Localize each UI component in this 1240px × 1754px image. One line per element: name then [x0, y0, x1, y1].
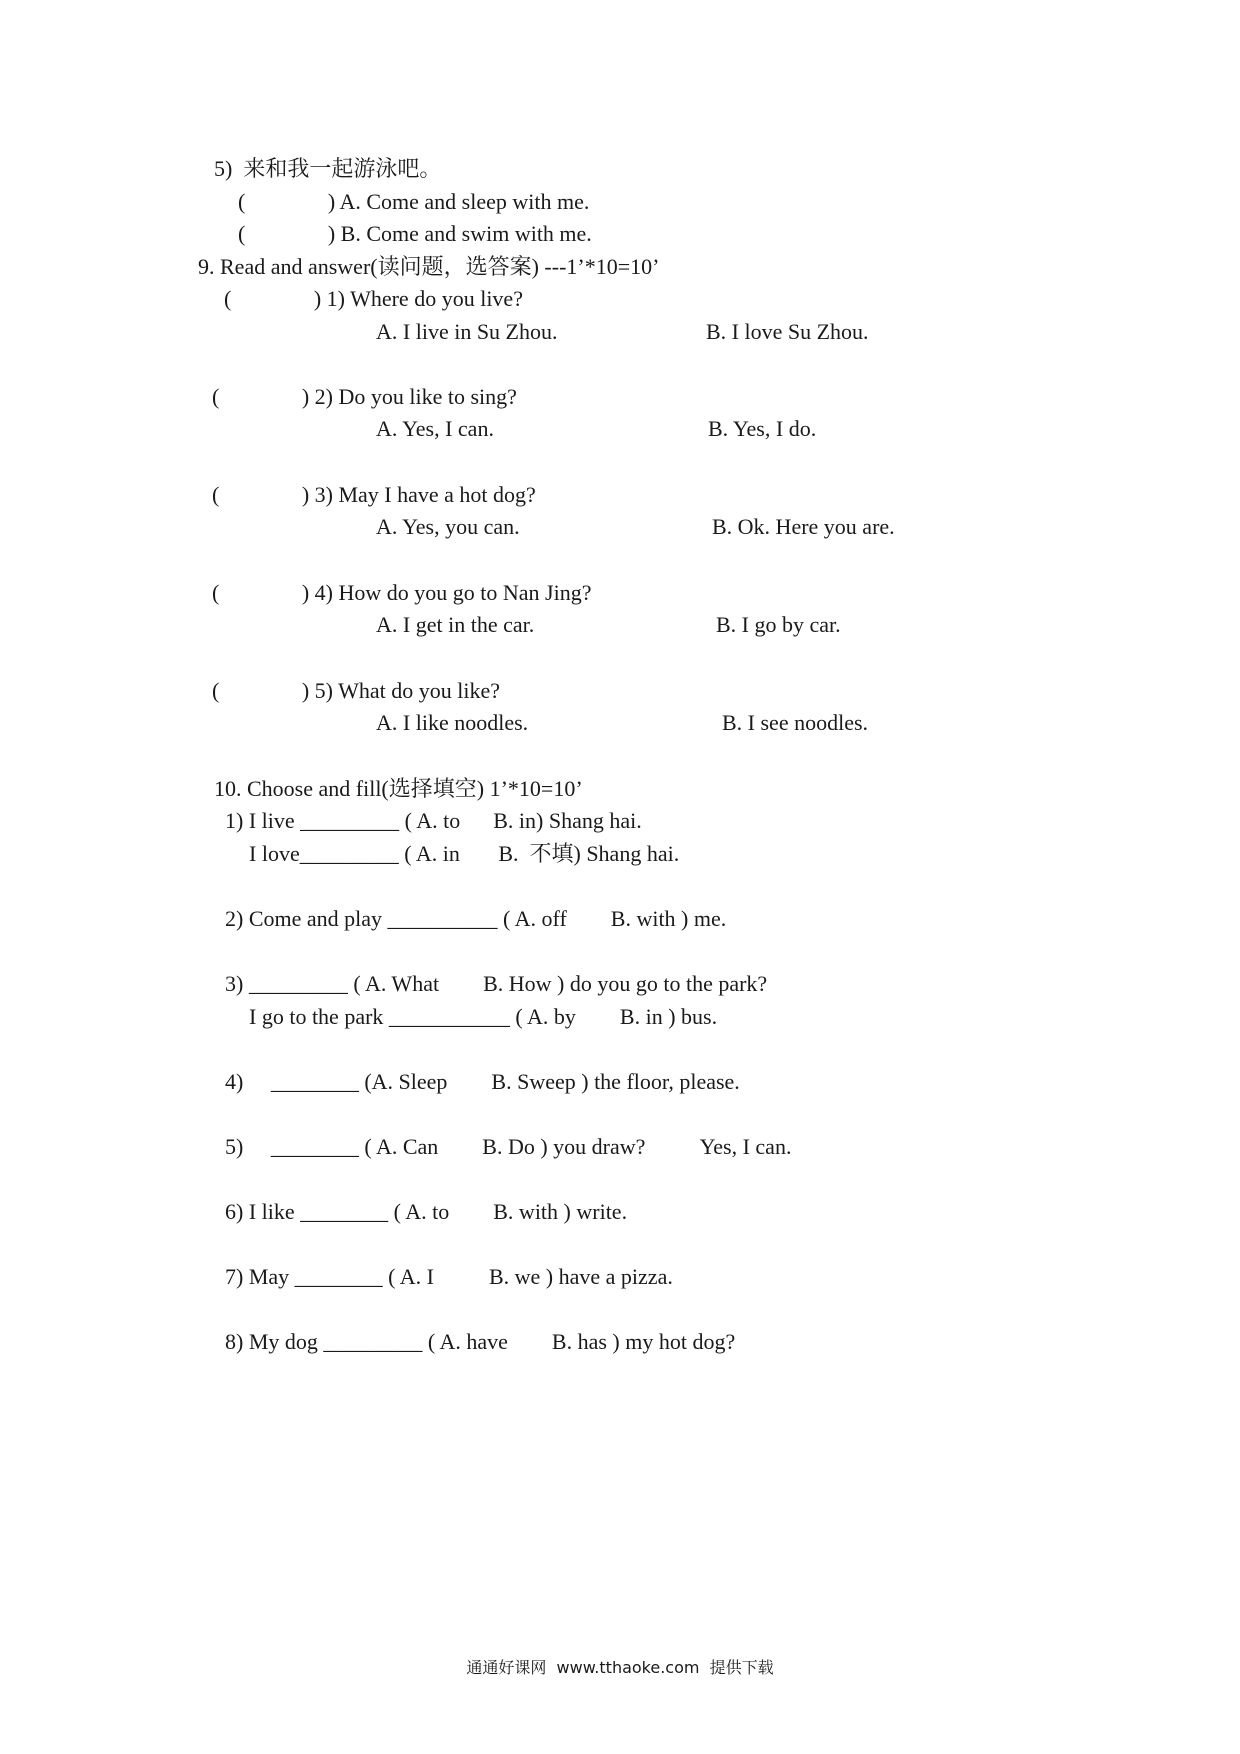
s9-q4-option-b: B. I go by car. [716, 612, 841, 637]
s9-q2-option-b: B. Yes, I do. [708, 416, 817, 441]
s9-q2-question: ( ) 2) Do you like to sing? [212, 384, 517, 409]
s9-q4-option-a: A. I get in the car. [376, 612, 535, 637]
s9-q3-option-b: B. Ok. Here you are. [712, 514, 895, 539]
s10-line-2: 2) Come and play __________ ( A. off B. with ) me. [225, 906, 727, 931]
s9-q1-option-a: A. I live in Su Zhou. [376, 319, 558, 344]
s10-line-3b: I go to the park ___________ ( A. by B. in ) bus. [249, 1004, 718, 1029]
s9-q1-question: ( ) 1) Where do you live? [224, 286, 523, 311]
s10-line-1a: 1) I live _________ ( A. to B. in) Shang hai. [225, 808, 642, 833]
section-10-heading: 10. Choose and fill(选择填空) 1’*10=10’ [214, 776, 583, 801]
s9-q2-option-a: A. Yes, I can. [376, 416, 494, 441]
question-5-option-b: ( ) B. Come and swim with me. [238, 221, 592, 246]
section-9-heading: 9. Read and answer(读问题，选答案) ---1’*10=10’ [198, 254, 660, 279]
s9-q4-question: ( ) 4) How do you go to Nan Jing? [212, 580, 592, 605]
question-5-option-a: ( ) A. Come and sleep with me. [238, 189, 590, 214]
s9-q3-question: ( ) 3) May I have a hot dog? [212, 482, 536, 507]
footer-source-text: 通通好课网 www.tthaoke.com 提供下载 [466, 1658, 774, 1677]
s10-line-3a: 3) _________ ( A. What B. How ) do you go to the park? [225, 971, 768, 996]
s10-line-7: 7) May ________ ( A. I B. we ) have a pizza. [225, 1264, 673, 1289]
s10-line-5: 5) ________ ( A. Can B. Do ) you draw? Yes, I can. [225, 1134, 792, 1159]
s9-q1-option-b: B. I love Su Zhou. [706, 319, 869, 344]
s10-line-1b: I love_________ ( A. in B. 不填) Shang hai. [249, 841, 680, 866]
s9-q3-option-a: A. Yes, you can. [376, 514, 520, 539]
question-5-stem: 5) 来和我一起游泳吧。 [214, 156, 442, 181]
s10-line-8: 8) My dog _________ ( A. have B. has ) my hot dog? [225, 1329, 736, 1354]
s10-line-4: 4) ________ (A. Sleep B. Sweep ) the floor, please. [225, 1069, 740, 1094]
s9-q5-option-b: B. I see noodles. [722, 710, 869, 735]
s9-q5-question: ( ) 5) What do you like? [212, 678, 500, 703]
s10-line-6: 6) I like ________ ( A. to B. with ) write. [225, 1199, 628, 1224]
s9-q5-option-a: A. I like noodles. [376, 710, 529, 735]
